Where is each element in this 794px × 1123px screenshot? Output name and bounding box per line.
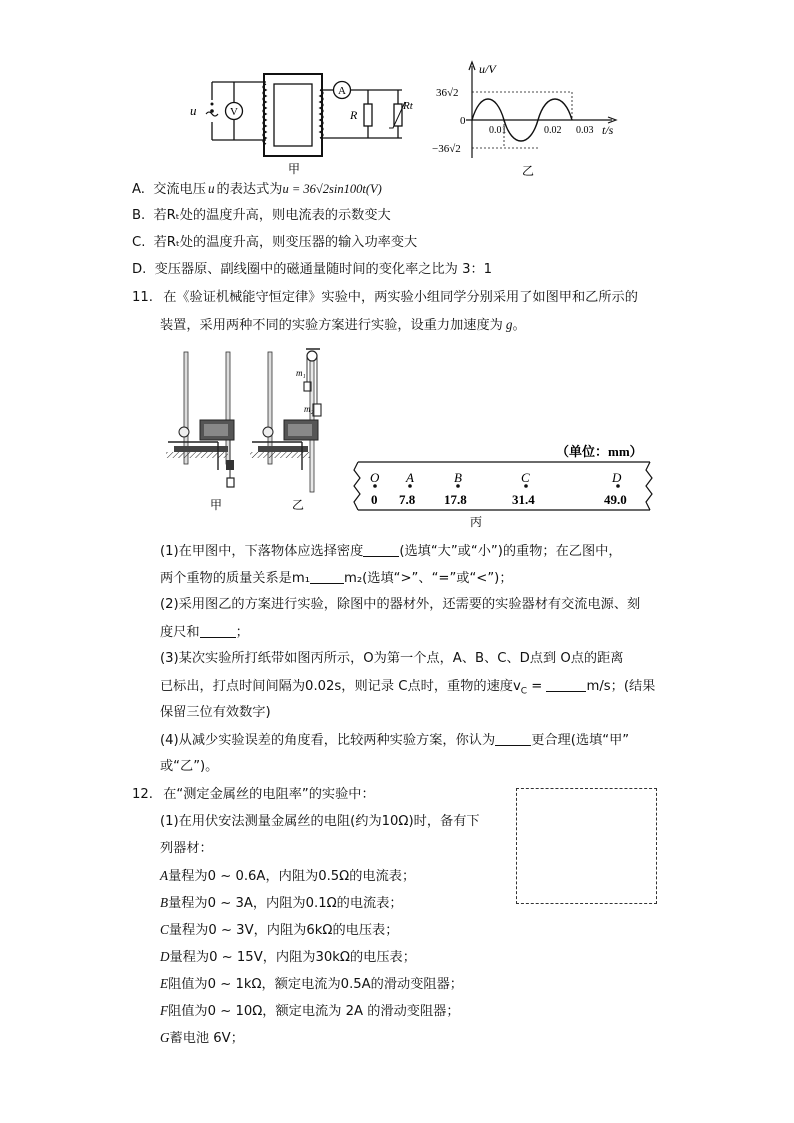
- option-c: [132, 234, 417, 252]
- option-label: A.: [132, 182, 145, 197]
- q12-part1-line2: [160, 840, 213, 858]
- equipment-text: 量程为0 ~ 3A，内阻为0.1Ω的电流表；: [168, 896, 403, 911]
- equipment-text: 蓄电池 6V；: [169, 1031, 244, 1046]
- equipment-key: A: [160, 868, 169, 883]
- apparatus-yi-caption: 乙: [292, 498, 305, 512]
- voltmeter-label: V: [230, 106, 238, 118]
- velocity-subscript: C: [520, 686, 528, 697]
- option-b: [132, 207, 391, 225]
- q11-part3-line1: [160, 650, 624, 668]
- graph-caption: 乙: [522, 164, 535, 178]
- tape-distance: 49.0: [604, 492, 627, 507]
- option-var: u: [207, 181, 215, 196]
- equipment-item: [160, 1029, 244, 1048]
- question-text: 在“测定金属丝的电阻率”的实验中：: [163, 787, 375, 802]
- ammeter-label: A: [338, 85, 346, 97]
- question-text: 列器材：: [160, 841, 213, 856]
- mass2-label: m₂: [304, 404, 314, 414]
- tape-point-label: A: [406, 470, 414, 485]
- equipment-text: 阻值为0 ~ 10Ω，额定电流为 2A 的滑动变阻器；: [168, 1004, 460, 1019]
- question-text: (1)在用伏安法测量金属丝的电阻(约为10Ω)时，备有下: [160, 814, 480, 829]
- equipment-key: F: [160, 1003, 169, 1018]
- gravity-symbol: g: [505, 317, 513, 332]
- y-min-label: −36√2: [432, 143, 461, 155]
- q11-part4-line2: [160, 758, 218, 776]
- tick-label: 0.01: [489, 125, 507, 136]
- equipment-text: 量程为0 ~ 3V，内阻为6kΩ的电压表；: [168, 923, 399, 938]
- question-text: 保留三位有效数字): [160, 705, 271, 720]
- question-text: 在《验证机械能守恒定律》实验中，两实验小组同学分别采用了如图甲和乙所示的: [163, 290, 638, 305]
- q11-part1-line2: [160, 569, 513, 588]
- question-number: 12.: [132, 787, 153, 802]
- tick-label: 0.02: [544, 125, 562, 136]
- equipment-key: D: [160, 949, 170, 964]
- question-text: 已标出，打点时间间隔为0.02s，则记录 C点时，重物的速度v: [160, 679, 521, 694]
- question-text: 度尺和: [160, 625, 200, 640]
- resistor-label: R: [350, 108, 358, 122]
- q11-part4-line1: [160, 731, 629, 750]
- q12-stem: [132, 786, 375, 804]
- answer-blank[interactable]: [546, 677, 586, 692]
- equipment-item: [160, 1002, 460, 1021]
- equipment-key: G: [160, 1030, 170, 1045]
- question-text: (4)从减少实验误差的角度看，比较两种实验方案，你认为: [160, 733, 496, 748]
- option-text: 交流电压: [153, 182, 206, 197]
- question-text: 或“乙”)。: [160, 759, 219, 774]
- y-max-label: 36√2: [436, 87, 459, 99]
- mass1-label: m₁: [296, 368, 306, 378]
- q11-part1-line1: [160, 542, 622, 561]
- equipment-item: [160, 921, 398, 940]
- answer-drawing-box[interactable]: [516, 788, 657, 904]
- question-text: (选填“大”或“小”)的重物；在乙图中，: [399, 544, 622, 559]
- q11-stem-line2: [160, 316, 526, 335]
- question-text: ；: [235, 625, 249, 640]
- question-text: m/s；(结果: [586, 679, 656, 694]
- paper-tape-figure: [350, 438, 660, 530]
- q11-part3-line3: [160, 704, 271, 722]
- equipment-item: [160, 894, 403, 913]
- circuit-caption: 甲: [288, 162, 301, 176]
- source-label: u: [190, 103, 197, 118]
- option-text: 若Rₜ处的温度升高，则变压器的输入功率变大: [153, 235, 418, 250]
- tape-distance: 31.4: [512, 492, 535, 507]
- equipment-key: B: [160, 895, 169, 910]
- q11-stem-line1: [132, 289, 638, 307]
- option-text: 若Rₜ处的温度升高，则电流表的示数变大: [153, 208, 391, 223]
- tape-distance: 7.8: [399, 492, 416, 507]
- equipment-key: C: [160, 922, 169, 937]
- equipment-text: 阻值为0 ~ 1kΩ，额定电流为0.5A的滑动变阻器；: [168, 977, 463, 992]
- apparatus-figure: [160, 346, 340, 518]
- option-label: C.: [132, 235, 146, 250]
- tape-distance: 0: [371, 492, 378, 507]
- question-text: 两个重物的质量关系是m₁: [160, 571, 311, 586]
- option-a: [132, 180, 382, 199]
- question-text: (3)某次实验所打纸带如图丙所示，O为第一个点，A、B、C、D点到 O点的距离: [160, 651, 624, 666]
- question-text: (1)在甲图中，下落物体应选择密度: [160, 544, 364, 559]
- question-text: m₂(选填“>”、“=”或“<”)；: [344, 571, 513, 586]
- tape-unit: （单位：mm）: [556, 444, 643, 459]
- answer-blank[interactable]: [310, 569, 344, 584]
- thermistor-label: Rt: [403, 100, 413, 112]
- option-text: 的表达式为: [216, 182, 283, 197]
- tape-caption: 丙: [470, 515, 483, 529]
- transformer-circuit-figure: [186, 62, 416, 180]
- option-label: D.: [132, 262, 147, 277]
- question-text: 。: [512, 318, 526, 333]
- apparatus-jia-caption: 甲: [210, 498, 223, 512]
- tape-point-label: C: [521, 470, 530, 485]
- option-text: 变压器原、副线圈中的磁通量随时间的变化率之比为 3：1: [154, 262, 493, 277]
- equipment-text: 量程为0 ~ 15V，内阻为30kΩ的电压表；: [169, 950, 416, 965]
- option-label: B.: [132, 208, 146, 223]
- question-text: 更合理(选填“甲”: [531, 733, 630, 748]
- tape-point-label: O: [370, 470, 380, 485]
- tape-point-label: D: [612, 470, 622, 485]
- voltage-formula: u = 36√2sin100t(V): [282, 182, 382, 196]
- voltage-time-graph: [432, 58, 632, 180]
- q12-part1-line1: [160, 813, 480, 831]
- option-d: [132, 261, 492, 279]
- x-axis-label: t/s: [602, 123, 614, 137]
- q11-part3-line2: [160, 677, 655, 701]
- equipment-item: [160, 975, 463, 994]
- tape-point-label: B: [454, 470, 462, 485]
- answer-blank[interactable]: [495, 731, 531, 746]
- question-text: 装置，采用两种不同的实验方案进行实验，设重力加速度为: [160, 318, 503, 333]
- tape-distance: 17.8: [444, 492, 467, 507]
- equipment-text: 量程为0 ~ 0.6A，内阻为0.5Ω的电流表；: [168, 869, 416, 884]
- q11-part2-line2: [160, 623, 249, 642]
- question-number: 11.: [132, 290, 153, 305]
- answer-blank[interactable]: [200, 623, 236, 638]
- tick-label: 0.03: [576, 125, 594, 136]
- q11-part2-line1: [160, 596, 640, 614]
- question-text: =: [527, 679, 547, 694]
- equipment-key: E: [160, 976, 169, 991]
- equipment-item: [160, 867, 415, 886]
- origin-label: 0: [460, 115, 466, 127]
- equipment-item: [160, 948, 416, 967]
- answer-blank[interactable]: [363, 542, 399, 557]
- question-text: (2)采用图乙的方案进行实验，除图中的器材外，还需要的实验器材有交流电源、刻: [160, 597, 641, 612]
- y-axis-label: u/V: [479, 62, 496, 76]
